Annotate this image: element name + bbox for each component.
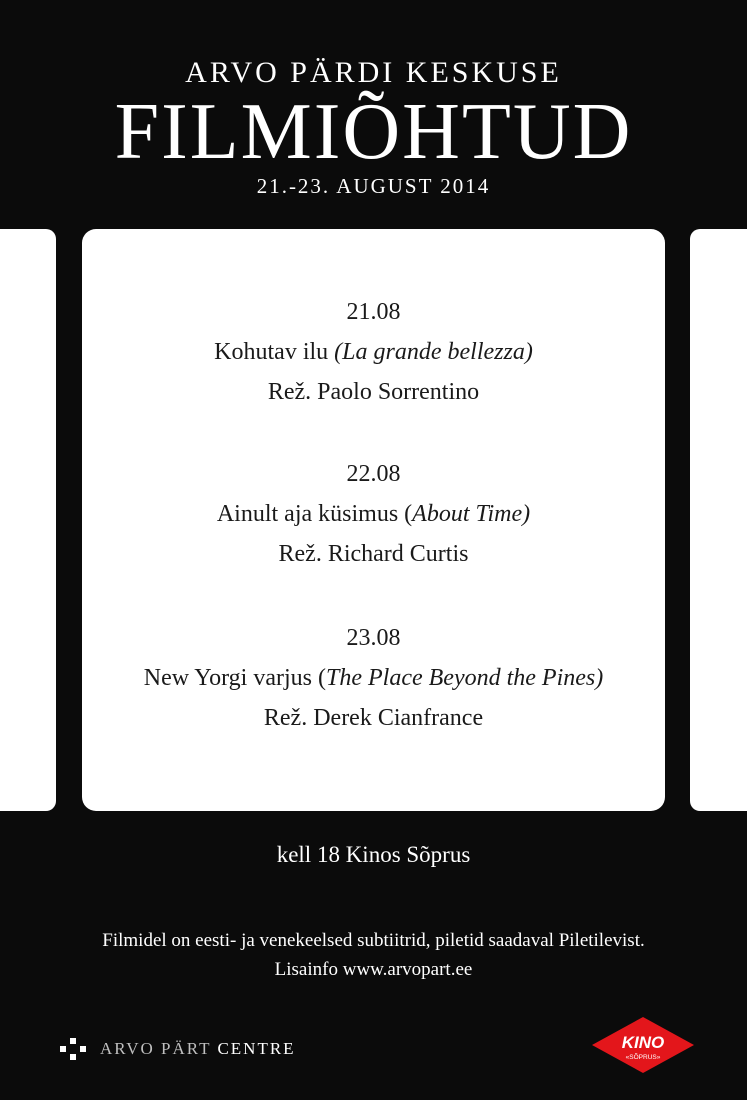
svg-text:«SÕPRUS»: «SÕPRUS»: [625, 1054, 661, 1061]
film-frame-main: [82, 229, 665, 811]
film-title: Ainult aja küsimus (About Time): [216, 501, 531, 527]
film-frame-right: [690, 229, 747, 811]
cross-dots-icon: [58, 1036, 88, 1062]
arvo-part-centre-logo: [58, 1036, 296, 1062]
info-line-subtitles: Filmidel on eesti- ja venekeelsed subtiitrid, piletid saadaval Piletilevist.: [102, 930, 645, 951]
info-line-website: Lisainfo www.arvopart.ee: [274, 959, 473, 980]
svg-text:KINO: KINO: [621, 1033, 665, 1052]
film-date: 22.08: [346, 461, 401, 487]
page-title: FILMIÕHTUD: [114, 88, 633, 176]
film-entry-1: [82, 292, 665, 412]
film-frame-left: [0, 229, 56, 811]
centre-name: ARVO PÄRT CENTRE: [100, 1039, 296, 1058]
kino-sopruse-logo: [590, 1015, 696, 1075]
venue-time: kell 18 Kinos Sõprus: [276, 842, 471, 867]
film-director: Rež. Derek Cianfrance: [263, 705, 484, 731]
kicker: ARVO PÄRDI KESKUSE: [185, 56, 562, 89]
film-title: New Yorgi varjus (The Place Beyond the Pines): [143, 665, 604, 691]
film-date: 21.08: [346, 299, 401, 325]
film-entry-2: [82, 454, 665, 574]
film-date: 23.08: [346, 625, 401, 651]
event-dates: 21.-23. AUGUST 2014: [256, 174, 491, 198]
film-director: Rež. Paolo Sorrentino: [267, 379, 480, 405]
film-director: Rež. Richard Curtis: [278, 541, 469, 567]
film-entry-3: [82, 618, 665, 738]
info-text: [0, 926, 747, 984]
film-title: Kohutav ilu (La grande bellezza): [214, 339, 533, 365]
